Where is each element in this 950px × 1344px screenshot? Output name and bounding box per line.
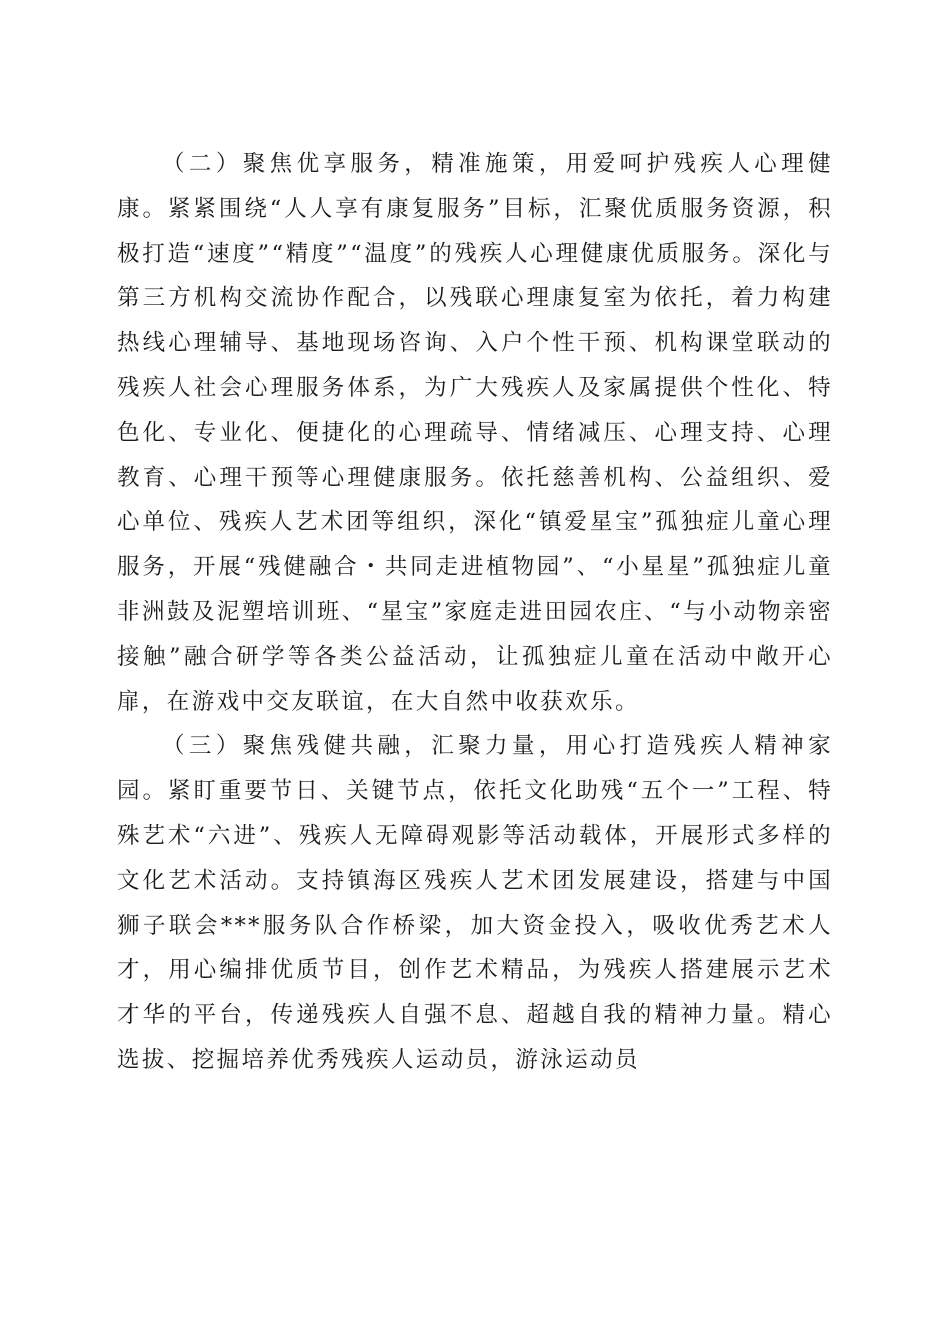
paragraph-section-2: （二）聚焦优享服务，精准施策，用爱呵护残疾人心理健康。紧紧围绕“人人享有康复服务”目标，汇聚优质服务资源，积极打造“速度”“精度”“温度”的残疾人心理健康优质服务。深化与第三方机构交流协作配合，以残联心理康复室为依托，着力构建热线心理辅导、基地现场咨询、入户个性干预、机构课堂联动的残疾人社会心理服务体系，为广大残疾人及家属提供个性化、特色化、专业化、便捷化的心理疏导、情绪减压、心理支持、心理教育、心理干预等心理健康服务。依托慈善机构、公益组织、爱心单位、残疾人艺术团等组织，深化“镇爱星宝”孤独症儿童心理服务，开展“残健融合・共同走进植物园”、“小星星”孤独症儿童非洲鼓及泥塑培训班、“星宝”家庭走进田园农庄、“与小动物亲密接触”融合研学等各类公益活动，让孤独症儿童在活动中敞开心扉，在游戏中交友联谊，在大自然中收获欢乐。 [117,151,833,715]
document-body [117,142,833,1083]
paragraph-section-3: （三）聚焦残健共融，汇聚力量，用心打造残疾人精神家园。紧盯重要节日、关键节点，依托文化助残“五个一”工程、特殊艺术“六进”、残疾人无障碍观影等活动载体，开展形式多样的文化艺术活动。支持镇海区残疾人艺术团发展建设，搭建与中国狮子联会***服务队合作桥梁，加大资金投入，吸收优秀艺术人才，用心编排优质节目，创作艺术精品，为残疾人搭建展示艺术才华的平台，传递残疾人自强不息、超越自我的精神力量。精心选拔、挖掘培养优秀残疾人运动员，游泳运动员 [117,733,833,1073]
